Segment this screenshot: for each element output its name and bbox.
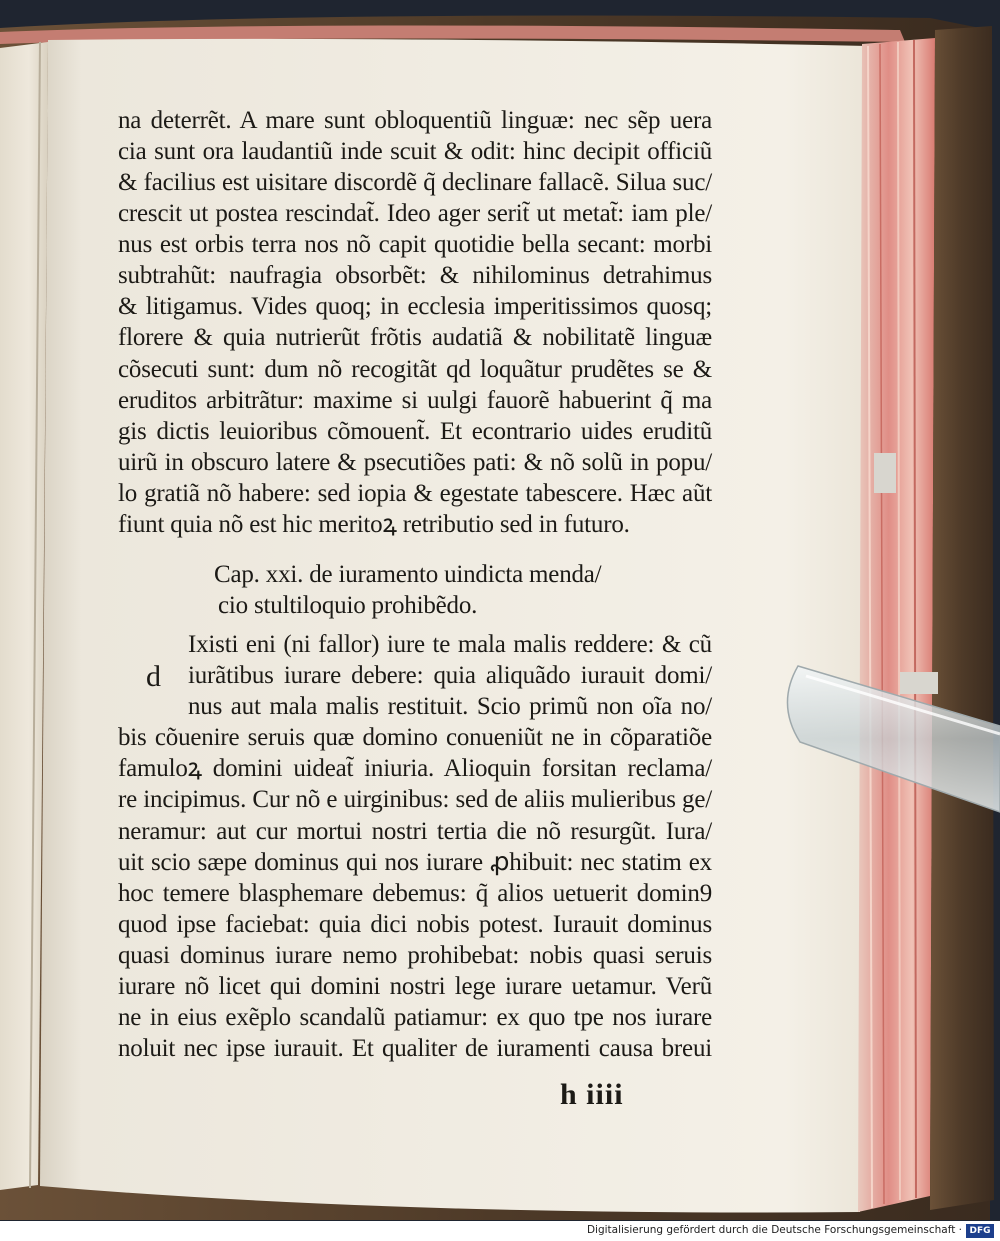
text-line: quasi dominus iurare nemo prohibebat: nobis quasi seruis bbox=[118, 942, 712, 969]
footer-bar bbox=[0, 1221, 1000, 1241]
text-line: Ixisti eni (ni fallor) iure te mala malis reddere: & cũ bbox=[188, 631, 712, 658]
text-line: hoc temere blasphemare debemus: q̃ alios uetuerit domin9 bbox=[118, 880, 712, 907]
text-line: & facilius est uisitare discordẽ q̃ declinare fallacẽ. Silua suc/ bbox=[118, 169, 712, 196]
text-line: cõsecuti sunt: dum nõ recogitãt qd loquãtur prudẽtes se & bbox=[118, 356, 712, 383]
text-line: lo gratiã nõ habere: sed iopia & egestate tabescere. Hæc aũt bbox=[118, 480, 712, 507]
dfg-logo-icon: DFG bbox=[966, 1224, 994, 1238]
text-line: ne in eius exẽplo scandalũ patiamur: ex quo tpe nos iurare bbox=[118, 1004, 712, 1031]
text-line: uit scio sæpe dominus qui nos iurare ꝓhibuit: nec statim ex bbox=[118, 849, 712, 876]
text-line: uirũ in obscuro latere & psecutiões pati: & nõ solũ in popu/ bbox=[118, 449, 712, 476]
text-line: & litigamus. Vides quoq; in ecclesia imperitissimos quosq; bbox=[118, 293, 712, 320]
funding-notice: Digitalisierung gefördert durch die Deutsche Forschungsgemeinschaft · bbox=[586, 1224, 962, 1236]
text-line: neramur: aut cur mortui nostri tertia die nõ resurgũt. Iura/ bbox=[118, 818, 712, 845]
text-line: gis dictis leuioribus cõmouent̃. Et econtrario uides eruditũ bbox=[118, 418, 712, 445]
chapter-heading: cio stultiloquio prohibẽdo. bbox=[218, 592, 478, 619]
text-line: florere & quia nutrierũt frõtis audatiã & nobilitatẽ linguæ bbox=[118, 324, 712, 351]
initial-letter-guide: d bbox=[146, 660, 161, 693]
signature-mark: h iiii bbox=[560, 1078, 624, 1111]
text-line: noluit nec ipse iurauit. Et qualiter de iuramenti causa breui bbox=[118, 1035, 712, 1062]
text-line: nus aut mala malis restituit. Scio primũ non oĩa no/ bbox=[188, 693, 712, 720]
chapter-heading: Cap. xxi. de iuramento uindicta menda/ bbox=[214, 561, 602, 588]
text-line: quod ipse faciebat: quia dici nobis potest. Iurauit dominus bbox=[118, 911, 712, 938]
text-line: eruditos arbitrãtur: maxime si uulgi fauorẽ habuerint q̃ ma bbox=[118, 387, 712, 414]
text-line: nus est orbis terra nos nõ capit quotidie bella secant: morbi bbox=[118, 231, 712, 258]
text-line: iurare nõ licet qui domini nostri lege iurare uetamur. Verũ bbox=[118, 973, 712, 1000]
text-line: famuloꝝ domini uideat̃ iniuria. Alioquin forsitan reclama/ bbox=[118, 755, 712, 782]
text-line: na deterrẽt. A mare sunt obloquentiũ linguæ: nec sẽp uera bbox=[118, 107, 712, 134]
text-line: cia sunt ora laudantiũ inde scuit & odit: hinc decipit officiũ bbox=[118, 138, 712, 165]
text-line: re incipimus. Cur nõ e uirginibus: sed de aliis mulieribus ge/ bbox=[118, 786, 712, 813]
text-line: iurãtibus iurare debere: quia aliquãdo iurauit domi/ bbox=[188, 662, 712, 689]
text-line: fiunt quia nõ est hic meritoꝝ retributio sed in futuro. bbox=[118, 511, 630, 538]
text-line: bis cõuenire seruis quæ domino conueniũt ne in cõparatiõe bbox=[118, 724, 712, 751]
text-line: subtrahũt: naufragia obsorbẽt: & nihilominus detrahimus bbox=[118, 262, 712, 289]
text-line: crescit ut postea rescindat̃. Ideo ager serit̃ ut metat̃: iam ple/ bbox=[118, 200, 712, 227]
